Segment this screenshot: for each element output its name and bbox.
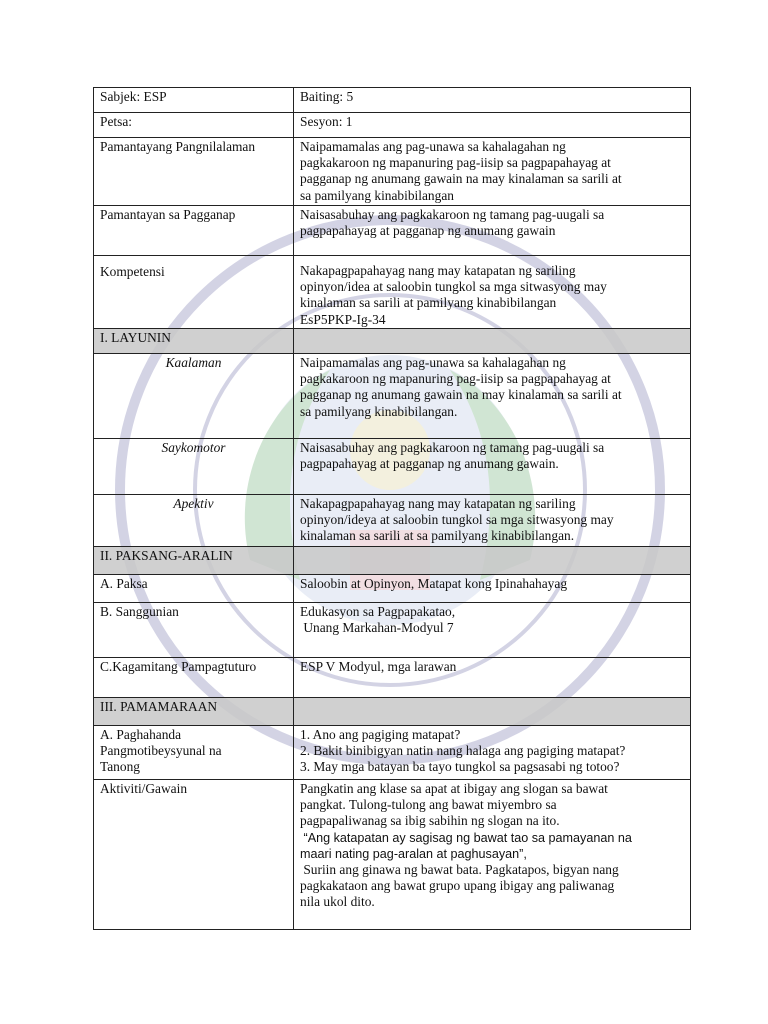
knowledge-line: pagkakaroon ng mapanuring pag-iisip sa pagpapahayag at [300,371,611,387]
psychomotor-label: Saykomotor [94,439,294,495]
row-affective [94,495,691,547]
affective-text [294,495,691,547]
knowledge-text [294,354,691,439]
psychomotor-line: Naisasabuhay ang pagkakaroon ng tamang pag-uugali sa [300,440,605,455]
performance-standard-line: Naisasabuhay ang pagkakaroon ng tamang pag-uugali sa [300,207,605,222]
question-item: 3. May mga batayan ba tayo tungkol sa pagsasabi ng totoo? [300,759,620,775]
preparation-label [94,726,294,780]
row-performance-standard [94,206,691,256]
procedure-heading: III. PAMAMARAAN [94,698,294,726]
content-standard-label: Pamantayang Pangnilalaman [94,138,294,206]
materials-label: C.Kagamitang Pampagtuturo [94,658,294,698]
competency-label [94,256,294,329]
performance-standard-text [294,206,691,256]
affective-label: Apektiv [94,495,294,547]
materials-value: ESP V Modyul, mga larawan [294,658,691,698]
content-standard-line: pagkakaroon ng mapanuring pag-iisip sa pagpapahayag at [300,155,611,171]
date-cell: Petsa: [94,113,294,138]
knowledge-line: pagganap ng anumang gawain na may kinalaman sa sarili at [300,387,622,403]
competency-line: Nakapagpapahayag nang may katapatan ng sariling [300,263,576,278]
row-procedure-heading [94,698,691,726]
content-standard-line: sa pamilyang kinabibilangan [300,187,454,203]
preparation-label-line: Pangmotibeysyunal na [100,743,222,759]
competency-line: kinalaman sa sarili at pamilyang kinabibilangan [300,295,557,311]
knowledge-line: sa pamilyang kinabibilangan. [300,403,458,419]
preparation-questions [294,726,691,780]
row-date [94,113,691,138]
activity-line: Suriin ang ginawa ng bawat bata. Pagkatapos, bigyan nang [300,862,619,878]
affective-line: opinyon/ideya at saloobin tungkol sa mga sitwasyong may [300,512,614,528]
preparation-label-line: Tanong [100,759,140,775]
activity-line: pagkakataon ang bawat grupo upang ibigay ang paliwanag [300,878,615,894]
slogan-quote-line: “Ang katapatan ay sagisag ng bawat tao sa pamayanan na [300,830,632,845]
objectives-heading: I. LAYUNIN [94,329,294,354]
activity-line: pangkat. Tulong-tulong ang bawat miyembro sa [300,797,557,813]
question-item: 1. Ano ang pagiging matapat? [300,727,461,742]
knowledge-label: Kaalaman [94,354,294,439]
row-preparation [94,726,691,780]
grade-cell: Baiting: 5 [294,88,691,113]
row-psychomotor [94,439,691,495]
affective-line: kinalaman sa sarili at sa pamilyang kinabibilangan. [300,528,575,544]
content-standard-line: Naipamamalas ang pag-unawa sa kahalagahan ng [300,139,566,154]
knowledge-line: Naipamamalas ang pag-unawa sa kahalagahan ng [300,355,566,370]
performance-standard-label: Pamantayan sa Pagganap [94,206,294,256]
psychomotor-text [294,439,691,495]
session-cell: Sesyon: 1 [294,113,691,138]
topic-label: A. Paksa [94,575,294,603]
subject-matter-heading: II. PAKSANG-ARALIN [94,547,294,575]
activity-line: Pangkatin ang klase sa apat at ibigay ang slogan sa bawat [300,781,608,796]
row-materials [94,658,691,698]
row-competency [94,256,691,329]
topic-value: Saloobin at Opinyon, Matapat kong Ipinahahayag [294,575,691,603]
competency-line: opinyon/idea at saloobin tungkol sa mga sitwasyong may [300,279,607,295]
activity-line: nila ukol dito. [300,894,375,910]
activity-label: Aktiviti/Gawain [94,780,294,930]
content-standard-line: pagganap ng anumang gawain na may kinalaman sa sarili at [300,171,622,187]
subject-matter-heading-blank [294,547,691,575]
references-label: B. Sanggunian [94,603,294,658]
row-activity [94,780,691,930]
references-text [294,603,691,658]
lesson-plan-table [93,87,691,930]
references-line: Unang Markahan-Modyul 7 [300,620,454,636]
activity-text [294,780,691,930]
row-topic [94,575,691,603]
question-item: 2. Bakit binibigyan natin nang halaga ang pagiging matapat? [300,743,626,759]
row-references [94,603,691,658]
content-standard-text [294,138,691,206]
row-knowledge [94,354,691,439]
psychomotor-line: pagpapahayag at pagganap ng anumang gawain. [300,456,559,472]
objectives-heading-blank [294,329,691,354]
preparation-label-line: A. Paghahanda [100,727,182,742]
competency-text [294,256,691,329]
affective-line: Nakapagpapahayag nang may katapatan ng sariling [300,496,576,511]
competency-line: EsP5PKP-Ig-34 [300,311,386,327]
competency-label-text: Kompetensi [100,264,165,279]
row-subject [94,88,691,113]
row-content-standard [94,138,691,206]
subject-cell: Sabjek: ESP [94,88,294,113]
row-objectives-heading [94,329,691,354]
activity-line: pagpapaliwanag sa ibig sabihin ng slogan na ito. [300,813,560,829]
references-line: Edukasyon sa Pagpapakatao, [300,604,456,619]
performance-standard-line: pagpapahayag at pagganap ng anumang gawain [300,223,556,239]
procedure-heading-blank [294,698,691,726]
row-subject-matter-heading [94,547,691,575]
slogan-quote-line: maari nating pag-aralan at paghusayan”, [300,846,527,861]
